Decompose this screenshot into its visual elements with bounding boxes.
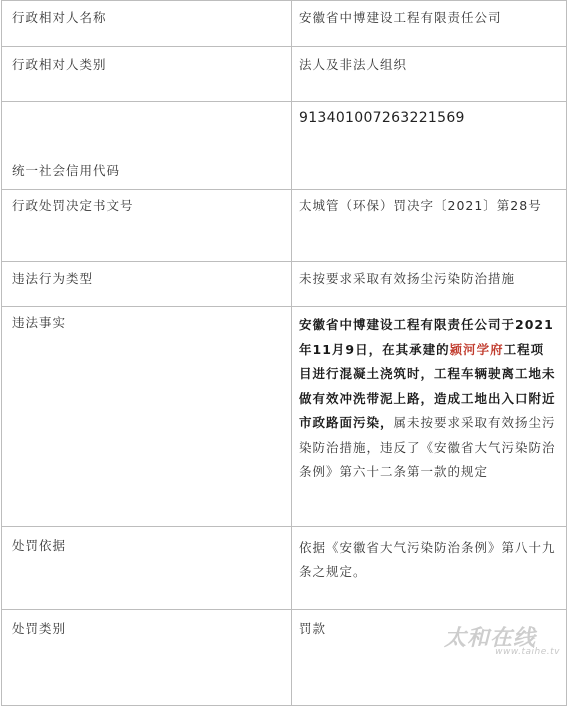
row-label: 违法行为类型 xyxy=(2,262,292,307)
site-watermark xyxy=(444,621,562,657)
table-row xyxy=(2,190,567,262)
credit-code-value: 913401007263221569 xyxy=(292,102,567,190)
row-value: 依据《安徽省大气污染防治条例》第八十九条之规定。 xyxy=(292,527,567,610)
penalty-info-table xyxy=(1,0,567,706)
project-name-highlight: 颍河学府 xyxy=(449,341,504,357)
facts-bold-text: 安徽省中博建设工程有限责任公司于2021年11月9日，在其承建的 xyxy=(299,317,554,357)
table-row xyxy=(2,262,567,307)
facts-plain-text: 属未按要求采取有效扬尘污染防治措施，违反了《安徽省大气污染防治条例》第六十二条第一款的规定 xyxy=(299,415,556,479)
watermark-logo: 太和在线 xyxy=(444,625,537,651)
row-label: 行政相对人类别 xyxy=(2,47,292,102)
row-label: 统一社会信用代码 xyxy=(2,102,292,190)
table-row xyxy=(2,307,567,527)
row-value: 安徽省中博建设工程有限责任公司 xyxy=(292,1,567,47)
row-label: 处罚依据 xyxy=(2,527,292,610)
row-value: 法人及非法人组织 xyxy=(292,47,567,102)
row-label: 处罚类别 xyxy=(2,610,292,706)
table-row xyxy=(2,1,567,47)
table-row xyxy=(2,47,567,102)
facts-bold-text: 工程项目进行混凝土浇筑时，工程车辆驶离工地未做有效冲洗带泥上路，造成工地出入口附近市政路面污染， xyxy=(299,341,556,430)
violation-facts-value xyxy=(292,307,567,527)
row-label: 违法事实 xyxy=(2,307,292,527)
row-label: 行政处罚决定书文号 xyxy=(2,190,292,262)
row-label: 行政相对人名称 xyxy=(2,1,292,47)
row-value: 未按要求采取有效扬尘污染防治措施 xyxy=(292,262,567,307)
row-value: 罚款 xyxy=(292,610,567,706)
table-row xyxy=(2,527,567,610)
watermark-url: www.taihe.tv xyxy=(495,647,560,657)
table-row xyxy=(2,102,567,190)
row-value: 太城管（环保）罚决字〔2021〕第28号 xyxy=(292,190,567,262)
